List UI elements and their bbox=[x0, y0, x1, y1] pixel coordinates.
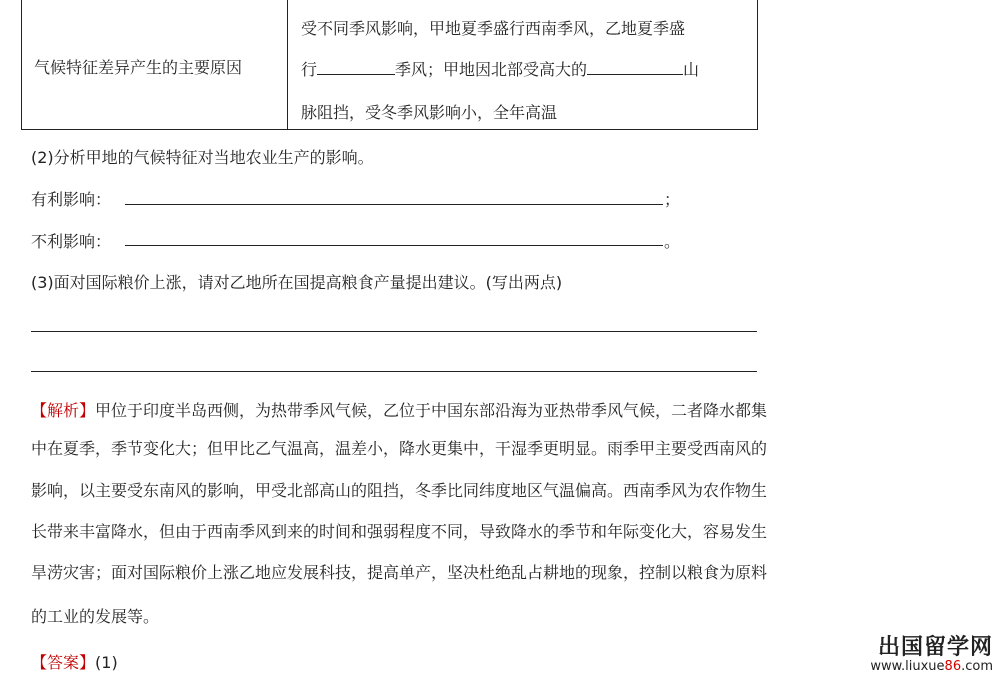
unfavorable-end: 。 bbox=[664, 232, 681, 251]
table-right-line-3: 脉阻挡，受冬季风影响小，全年高温 bbox=[301, 103, 558, 122]
watermark-url: www.liuxue86.com bbox=[870, 659, 993, 674]
analysis-line-4: 长带来丰富降水，但由于西南季风到来的时间和强弱程度不同，导致降水的季节和年际变化大，容易发生 bbox=[31, 522, 768, 541]
analysis-line-1: 【解析】甲位于印度半岛西侧，为热带季风气候，乙位于中国东部沿海为亚热带季风气候，二者降水都集 bbox=[31, 401, 768, 420]
unfavorable-label: 不利影响： bbox=[31, 232, 112, 251]
table-right-line-2: 行 季风；甲地因北部受高大的 山 bbox=[301, 60, 700, 79]
favorable-answer-line[interactable] bbox=[125, 204, 663, 205]
answer-line-1[interactable] bbox=[31, 331, 757, 332]
table-right-line-1: 受不同季风影响，甲地夏季盛行西南季风，乙地夏季盛 bbox=[301, 19, 686, 38]
favorable-label: 有利影响： bbox=[31, 190, 112, 209]
analysis-line-3: 影响，以主要受东南风的影响，甲受北部高山的阻挡，冬季比同纬度地区气温偏高。西南季风为农作物生 bbox=[31, 481, 768, 500]
analysis-line-6: 的工业的发展等。 bbox=[31, 607, 160, 626]
fill-blank-1[interactable] bbox=[317, 58, 395, 75]
question-3-title: (3)面对国际粮价上涨，请对乙地所在国提高粮食产量提出建议。(写出两点) bbox=[31, 273, 563, 292]
analysis-line-5: 旱涝灾害；面对国际粮价上涨乙地应发展科技，提高单产，坚决杜绝乱占耕地的现象，控制以粮食为原料 bbox=[31, 563, 768, 582]
table-left-cell: 气候特征差异产生的主要原因 bbox=[34, 58, 243, 77]
fill-blank-2[interactable] bbox=[587, 58, 683, 75]
analysis-line-2: 中在夏季，季节变化大；但甲比乙气温高，温差小，降水更集中，干湿季更明显。雨季甲主要受西南风的 bbox=[31, 439, 768, 458]
answer-tag: 【答案】 bbox=[31, 653, 96, 672]
answer-table bbox=[21, 0, 758, 130]
favorable-end: ； bbox=[664, 190, 681, 209]
watermark-logo bbox=[870, 630, 993, 674]
watermark-name: 出国留学网 bbox=[877, 635, 993, 660]
unfavorable-answer-line[interactable] bbox=[125, 245, 663, 246]
answer-line-2[interactable] bbox=[31, 371, 757, 372]
answer-line: 【答案】(1) bbox=[31, 653, 118, 672]
analysis-tag: 【解析】 bbox=[31, 401, 96, 420]
table-divider bbox=[287, 0, 288, 129]
question-2-title: (2)分析甲地的气候特征对当地农业生产的影响。 bbox=[31, 148, 374, 167]
